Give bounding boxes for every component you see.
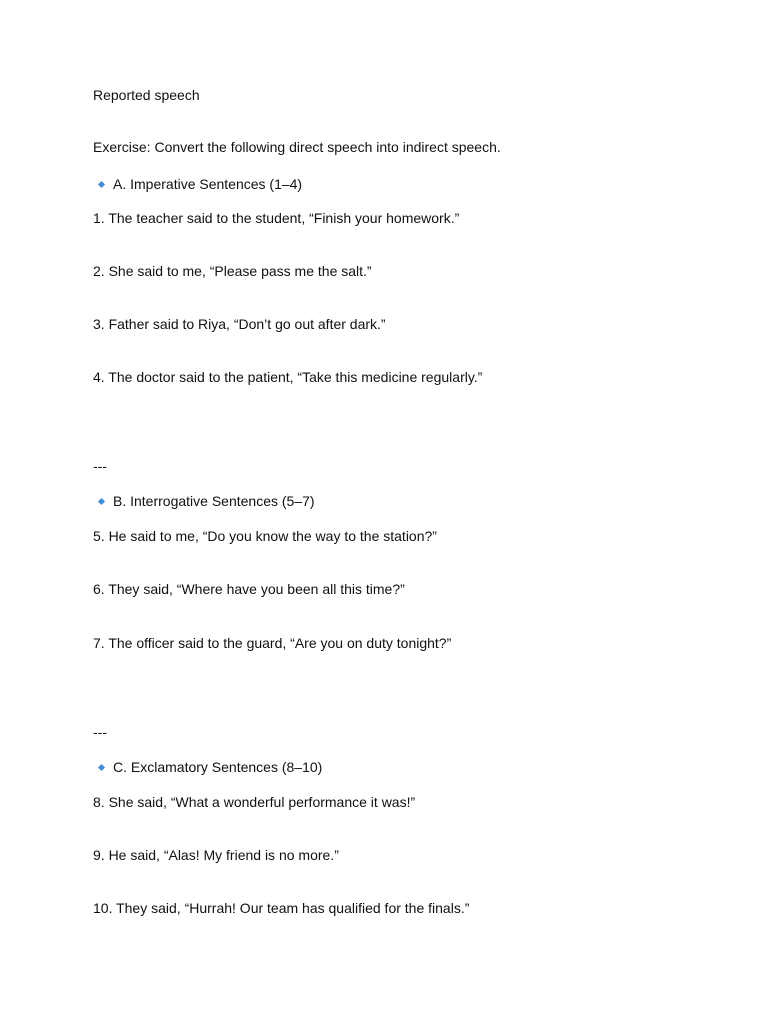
blue-diamond-icon	[98, 498, 105, 505]
section-separator: ---	[93, 458, 107, 474]
list-item: 5. He said to me, “Do you know the way to the station?”	[93, 528, 437, 544]
section-separator: ---	[93, 724, 107, 740]
section-heading-c	[93, 758, 322, 776]
section-heading-a	[93, 175, 302, 193]
list-item: 3. Father said to Riya, “Don’t go out after dark.”	[93, 316, 386, 332]
list-item: 7. The officer said to the guard, “Are you on duty tonight?”	[93, 635, 452, 651]
section-heading-label: A. Imperative Sentences (1–4)	[113, 176, 303, 192]
list-item: 10. They said, “Hurrah! Our team has qualified for the finals.”	[93, 900, 470, 916]
list-item: 9. He said, “Alas! My friend is no more.”	[93, 847, 339, 863]
exercise-instruction: Exercise: Convert the following direct speech into indirect speech.	[93, 139, 501, 155]
section-heading-label: B. Interrogative Sentences (5–7)	[113, 493, 315, 509]
list-item: 4. The doctor said to the patient, “Take this medicine regularly.”	[93, 369, 483, 385]
blue-diamond-icon	[98, 764, 105, 771]
list-item: 2. She said to me, “Please pass me the salt.”	[93, 263, 372, 279]
list-item: 6. They said, “Where have you been all this time?”	[93, 581, 405, 597]
blue-diamond-icon	[98, 181, 105, 188]
document-title: Reported speech	[93, 87, 200, 103]
section-heading-b	[93, 492, 315, 510]
list-item: 8. She said, “What a wonderful performance it was!”	[93, 794, 416, 810]
list-item: 1. The teacher said to the student, “Finish your homework.”	[93, 210, 460, 226]
section-heading-label: C. Exclamatory Sentences (8–10)	[113, 759, 323, 775]
